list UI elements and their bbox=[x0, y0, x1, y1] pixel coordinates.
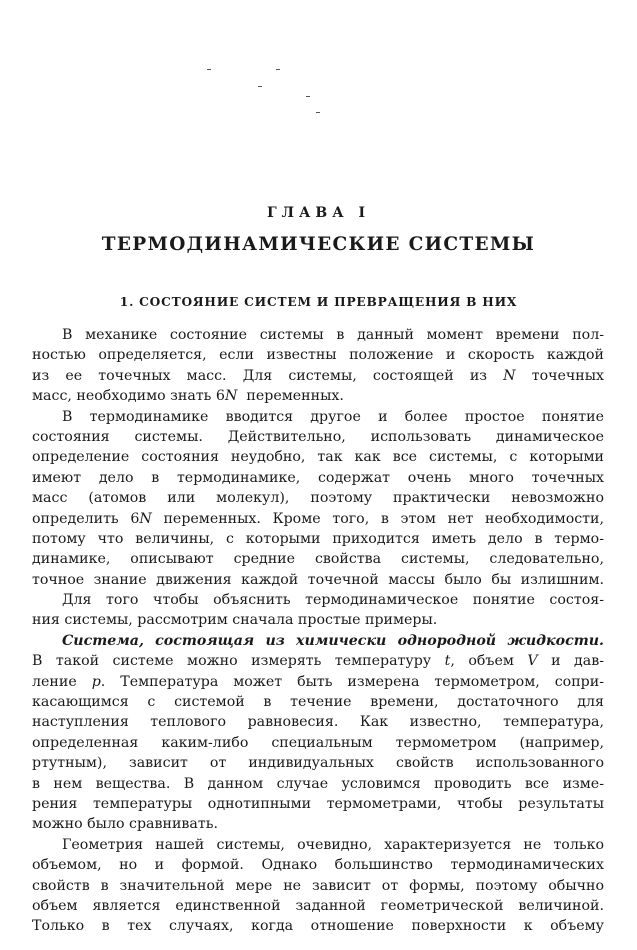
scan-specks bbox=[0, 0, 637, 120]
text-line: В термодинамике вводится другое и более простое понятие bbox=[62, 408, 604, 425]
text-line: определить 6N переменных. Кроме того, в этом нет необходимости, bbox=[32, 510, 604, 527]
scan-speck bbox=[316, 112, 320, 113]
scan-speck bbox=[306, 96, 310, 97]
text-line: Для того чтобы объяснить термодинамическое понятие состоя- bbox=[62, 592, 604, 609]
text-line: свойств в значительной мере не зависит от формы, поэтому обычно bbox=[32, 877, 604, 894]
body-text bbox=[32, 325, 604, 937]
text-line: ния системы, рассмотрим сначала простые примеры. bbox=[32, 612, 438, 629]
scan-speck bbox=[207, 69, 211, 70]
text-line: масс (атомов или молекул), поэтому практически невозможно bbox=[32, 490, 604, 507]
text-line: потому что величины, с которыми приходится иметь дело в термо- bbox=[32, 530, 604, 547]
text-line: рения температуры однотипными термометрами, чтобы результаты bbox=[32, 795, 604, 812]
text-line: определенная каким-либо специальным термометром (например, bbox=[32, 734, 604, 751]
text-line: имеют дело в термодинамике, содержат очень много точечных bbox=[32, 469, 604, 486]
chapter-title: ТЕРМОДИНАМИЧЕСКИЕ СИСТЕМЫ bbox=[101, 234, 536, 255]
text-line: В механике состояние системы в данный момент времени пол- bbox=[62, 327, 604, 343]
text-line: масс, необходимо знать 6N переменных. bbox=[32, 388, 344, 405]
scan-speck bbox=[276, 69, 280, 70]
text-line: из ее точечных масс. Для системы, состоящей из N точечных bbox=[32, 367, 604, 384]
text-line: Геометрия нашей системы, очевидно, характеризуется не только bbox=[62, 836, 604, 853]
text-line: В такой системе можно измерять температуру t, объем V и дав- bbox=[32, 653, 604, 670]
scan-speck bbox=[258, 86, 262, 87]
text-line: в нем вещества. В данном случае условимся проводить все изме- bbox=[32, 775, 604, 792]
text-line: ление p. Температура может быть измерена термометром, сопри- bbox=[32, 673, 604, 690]
text-line: объемом, но и формой. Однако большинство термодинамических bbox=[32, 857, 604, 874]
section-title: 1. СОСТОЯНИЕ СИСТЕМ И ПРЕВРАЩЕНИЯ В НИХ bbox=[119, 295, 518, 309]
chapter-label: ГЛАВА I bbox=[266, 205, 371, 221]
text-line: определение состояния неудобно, так как все системы, с которыми bbox=[32, 449, 604, 466]
text-line: состояния системы. Действительно, использовать динамическое bbox=[32, 428, 604, 445]
text-line: можно было сравнивать. bbox=[32, 816, 218, 833]
text-line: объем является единственной заданной геометрической величиной. bbox=[32, 897, 604, 914]
text-line: ртутным), зависит от индивидуальных свойств использованного bbox=[32, 755, 604, 772]
text-line: наступления теплового равновесия. Как известно, температура, bbox=[32, 714, 604, 731]
text-line: динамике, описывают средние свойства системы, следовательно, bbox=[32, 551, 604, 568]
text-line: Только в тех случаях, когда отношение поверхности к объему bbox=[32, 918, 604, 935]
text-line: ностью определяется, если известны положение и скорость каждой bbox=[32, 347, 604, 364]
text-line: точное знание движения каждой точечной массы было бы излишним. bbox=[32, 571, 604, 588]
text-line: Система, состоящая из химически однородной жидкости. bbox=[62, 632, 604, 649]
text-line: касающимся с системой в течение времени, достаточного для bbox=[32, 694, 604, 711]
